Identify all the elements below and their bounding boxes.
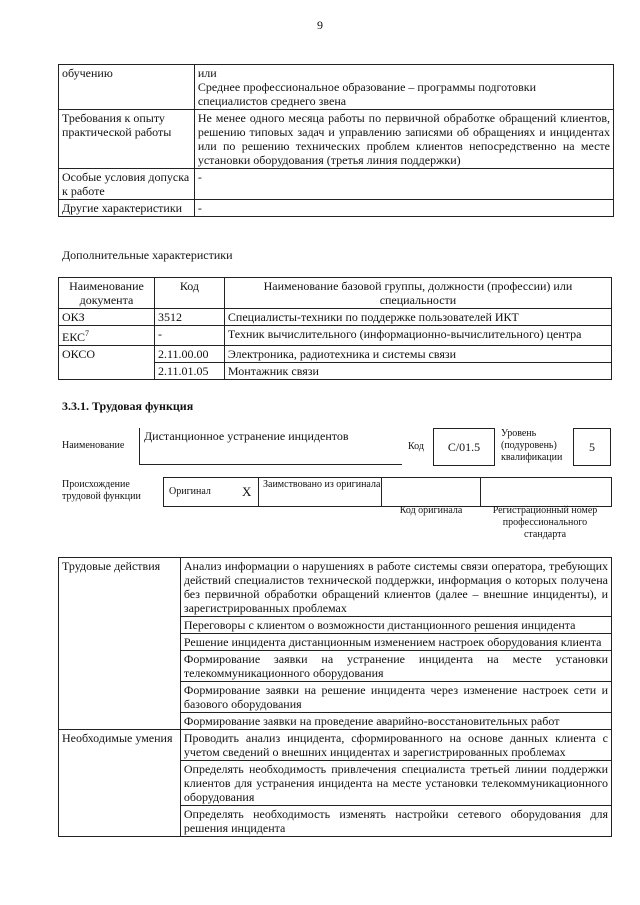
list-item: Анализ информации о нарушениях в работе системы связи оператора, требующих действий специалистов технической поддержки, информация о которых получена без первичной обработки обращений клиентов (далее – внешние инциденты), и зарегистрированных проблемах [180, 558, 611, 617]
borrowed-cell [258, 477, 382, 507]
row-value: или Среднее профессиональное образование – программы подготовки специалистов среднего звена [194, 65, 613, 110]
function-code: C/01.5 [447, 440, 481, 454]
level-label: Уровень (подуровень) квалификации [501, 428, 563, 463]
table-header-row [59, 278, 612, 309]
table-row [59, 110, 614, 169]
code-label: Код [408, 441, 424, 452]
row-value: Не менее одного месяца работы по первичной обработке обращений клиентов, решению типовых задач и управлению записями об обращениях и инцидентах или по решению технических проблем клиентов непосредственно на месте установки оборудования (третья линия поддержки) [194, 110, 613, 169]
original-mark: X [242, 484, 252, 499]
additional-title: Дополнительные характеристики [62, 248, 233, 262]
qualification-table [58, 64, 614, 217]
table-row [59, 200, 614, 217]
list-item: Формирование заявки на устранение инцидента на месте установки телекоммуникационного оборудования [180, 651, 611, 682]
row-label: Требования к опыту практической работы [59, 110, 195, 169]
list-item: Определять необходимость изменять настройки сетевого оборудования для решения инцидента [180, 806, 611, 837]
code-original-cell [381, 477, 481, 507]
reg-number-cell [480, 477, 612, 507]
table-row [59, 169, 614, 200]
table-row: ОКСО 2.11.00.00 Электроника, радиотехника и системы связи [59, 346, 612, 363]
header-code: Код [154, 278, 224, 309]
qualification-level: 5 [589, 440, 595, 454]
name-box [139, 428, 402, 465]
header-document: Наименование документа [59, 278, 155, 309]
skills-label: Необходимые умения [59, 730, 181, 837]
page-number: 9 [317, 18, 323, 32]
origin-label: Происхождение трудовой функции [62, 479, 141, 502]
list-item: Проводить анализ инцидента, сформированного на основе данных клиента с учетом сведений о внешних инцидентах и зарегистрированных проблемах [180, 730, 611, 761]
row-label: Особые условия допуска к работе [59, 169, 195, 200]
list-item: Формирование заявки на проведение аварийно-восстановительных работ [180, 713, 611, 730]
table-row [59, 558, 612, 617]
row-label: обучению [59, 65, 195, 110]
row-value: - [194, 169, 613, 200]
code-original-caption: Код оригинала [399, 505, 463, 516]
table-row: ОКЗ 3512 Специалисты-техники по поддержке пользователей ИКТ [59, 309, 612, 326]
list-item: Переговоры с клиентом о возможности дистанционного решения инцидента [180, 617, 611, 634]
table-row: 2.11.01.05 Монтажник связи [59, 363, 612, 380]
actions-label: Трудовые действия [59, 558, 181, 730]
code-box [433, 428, 495, 466]
level-box [573, 428, 611, 466]
footnote-ref: 7 [85, 329, 90, 338]
list-item: Решение инцидента дистанционным изменением настроек оборудования клиента [180, 634, 611, 651]
table-row [59, 65, 614, 110]
name-label: Наименование [62, 440, 125, 451]
section-heading: 3.3.1. Трудовая функция [62, 399, 194, 413]
labor-function-table [58, 557, 612, 837]
original-cell [163, 477, 259, 507]
table-row: ЕКС$^7$ - Техник вычислительного (информационно-вычислительного) центра [59, 326, 612, 346]
borrowed-label: Заимствовано из оригинала [263, 479, 381, 490]
list-item: Формирование заявки на решение инцидента через изменение настроек сети и базового оборудования [180, 682, 611, 713]
function-name: Дистанционное устранение инцидентов [144, 429, 349, 443]
additional-table [58, 277, 612, 380]
table-row [59, 730, 612, 761]
list-item: Определять необходимость привлечения специалиста третьей линии поддержки клиентов для устранения инцидента на месте установки телекоммуникационного оборудования [180, 761, 611, 806]
reg-number-caption: Регистрационный номер профессионального стандарта [492, 505, 598, 540]
original-label: Оригинал [169, 486, 211, 497]
header-name: Наименование базовой группы, должности (профессии) или специальности [224, 278, 611, 309]
row-value: - [194, 200, 613, 217]
row-label: Другие характеристики [59, 200, 195, 217]
